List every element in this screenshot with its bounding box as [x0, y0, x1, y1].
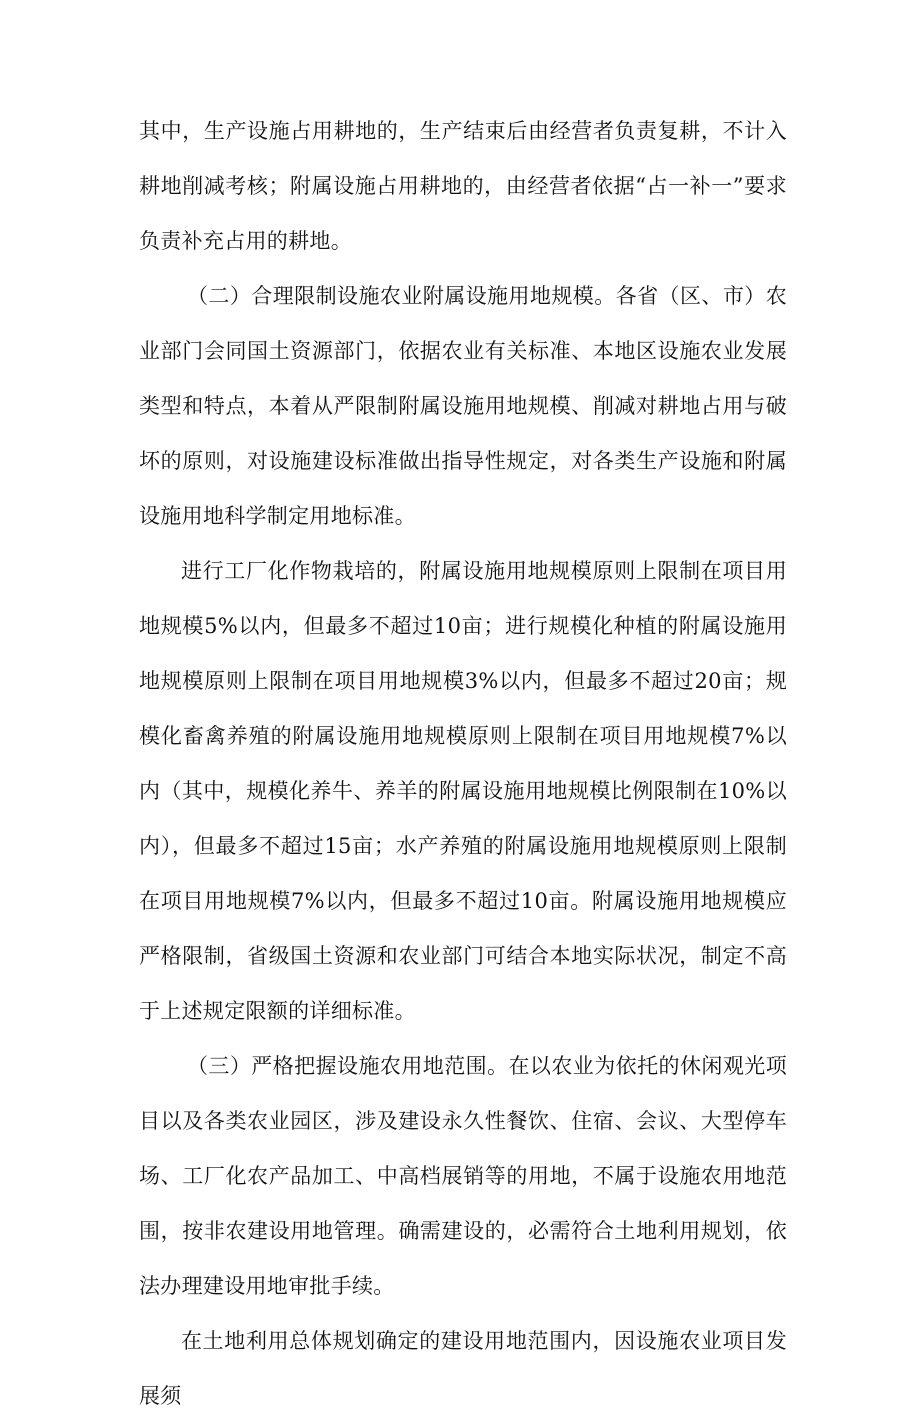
- paragraph-5: 在土地利用总体规划确定的建设用地范围内，因设施农业项目发展须: [139, 1329, 787, 1408]
- paragraph-2: （二）合理限制设施农业附属设施用地规模。各省（区、市）农业部门会同国土资源部门，依据农业有关标准、本地区设施农业发展类型和特点，本着从严限制附属设施用地规模、削减对耕地占用与破坏的原则，对设施建设标准做出指导性规定，对各类生产设施和附属设施用地科学制定用地标准。: [139, 284, 787, 528]
- document-body: [139, 104, 787, 1424]
- paragraph-1: 其中，生产设施占用耕地的，生产结束后由经营者负责复耕，不计入耕地削减考核；附属设施占用耕地的，由经营者依据“占一补一”要求负责补充占用的耕地。: [139, 119, 787, 253]
- paragraph-3: 进行工厂化作物栽培的，附属设施用地规模原则上限制在项目用地规模5%以内，但最多不超过10亩；进行规模化种植的附属设施用地规模原则上限制在项目用地规模3%以内，但最多不超过20亩；规模化畜禽养殖的附属设施用地规模原则上限制在项目用地规模7%以内（其中，规模化养牛、养羊的附属设施用地规模比例限制在10%以内），但最多不超过15亩；水产养殖的附属设施用地规模原则上限制在项目用地规模7%以内，但最多不超过10亩。附属设施用地规模应严格限制，省级国土资源和农业部门可结合本地实际状况，制定不高于上述规定限额的详细标准。: [139, 559, 787, 1023]
- paragraph-4: （三）严格把握设施农用地范围。在以农业为依托的休闲观光项目以及各类农业园区，涉及建设永久性餐饮、住宿、会议、大型停车场、工厂化农产品加工、中高档展销等的用地，不属于设施农用地范围，按非农建设用地管理。确需建设的，必需符合土地利用规划，依法办理建设用地审批手续。: [139, 1054, 787, 1298]
